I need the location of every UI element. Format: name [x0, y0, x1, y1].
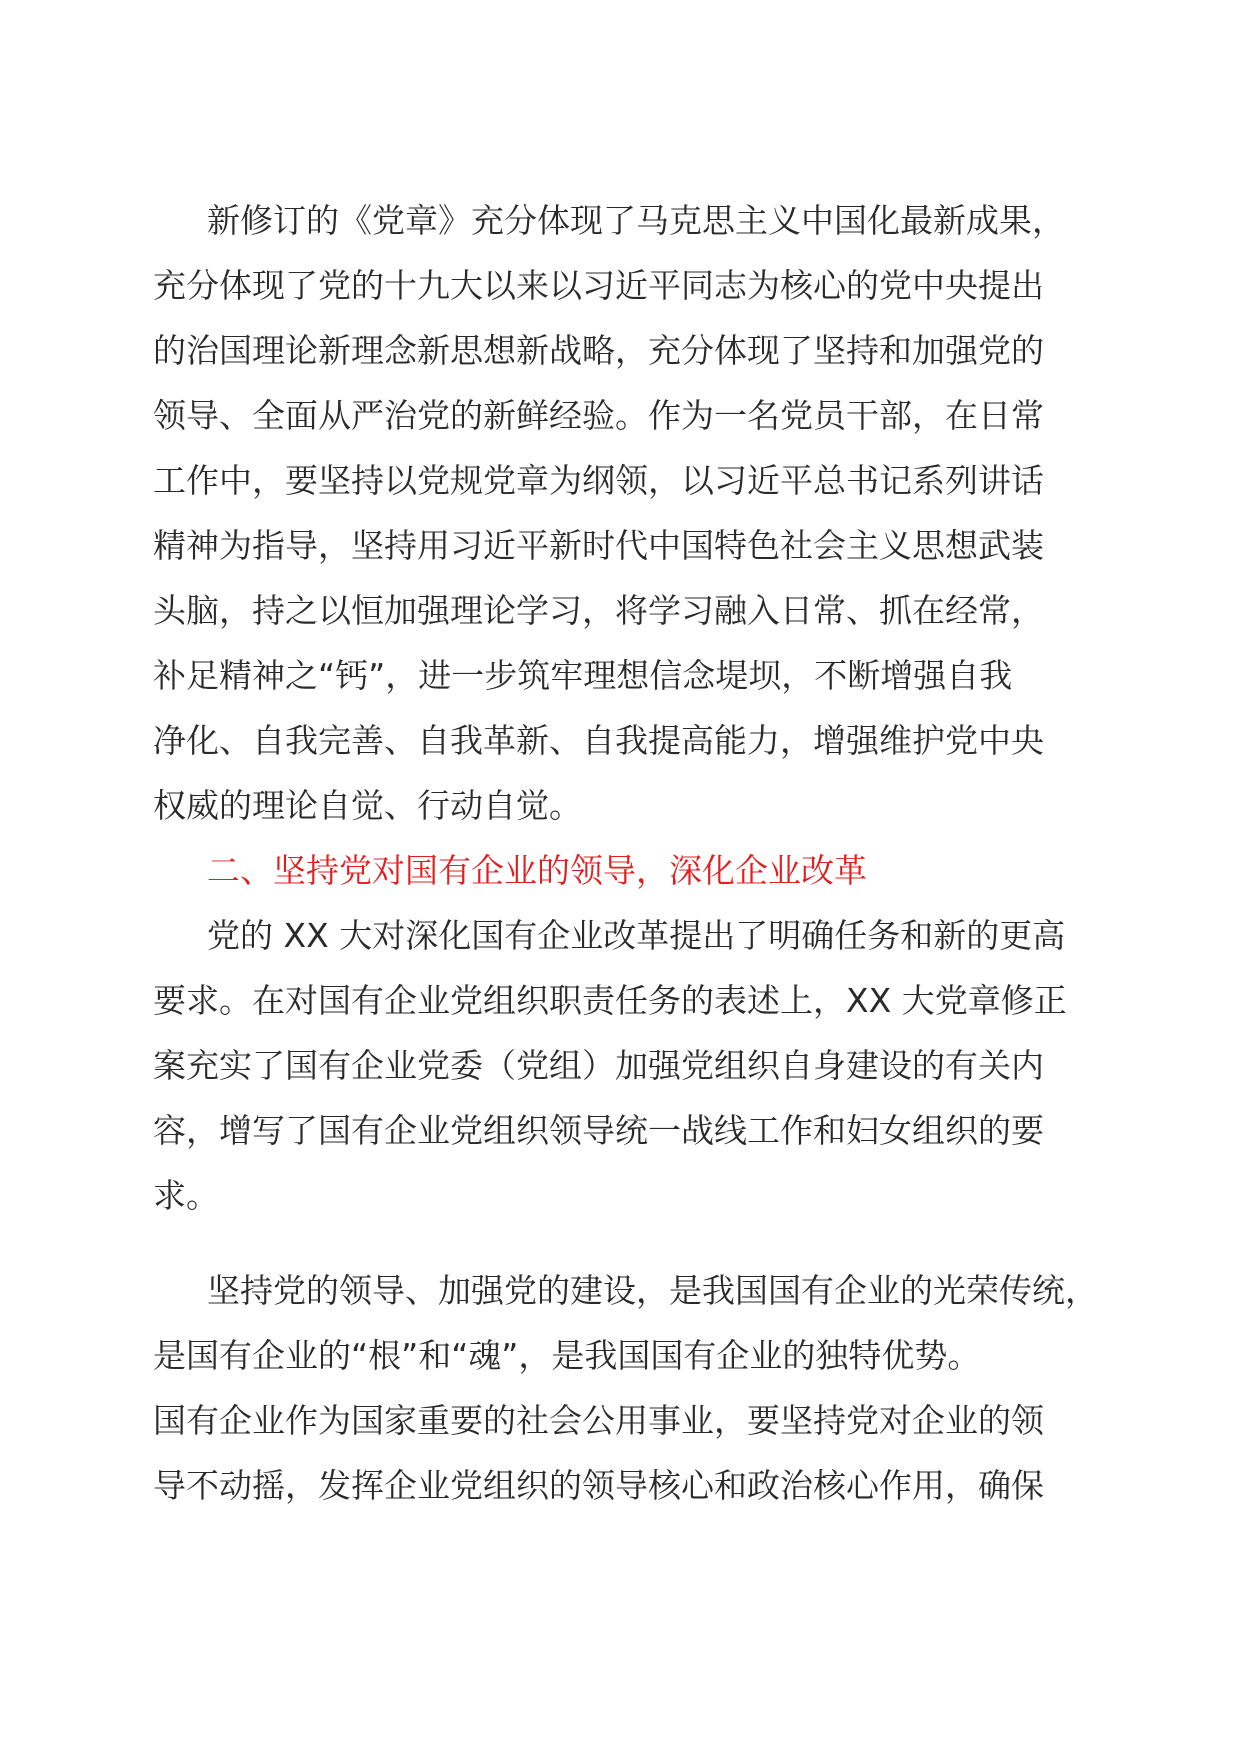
- paragraph-line: 充分体现了党的十九大以来以习近平同志为核心的党中央提出: [153, 266, 1044, 305]
- paragraph-line: 导不动摇，发挥企业党组织的领导核心和政治核心作用，确保: [153, 1466, 1044, 1505]
- paragraph-2: [153, 903, 1083, 1228]
- paragraph-line: 求。: [153, 1176, 219, 1215]
- paragraph-line: 权威的理论自觉、行动自觉。: [153, 786, 582, 825]
- paragraph-line: 党的 XX 大对深化国有企业改革提出了明确任务和新的更高: [207, 916, 1066, 955]
- paragraph-line: 是国有企业的“根”和“魂”，是我国国有企业的独特优势。: [153, 1336, 981, 1375]
- paragraph-line: 补足精神之“钙”，进一步筑牢理想信念堤坝，不断增强自我: [153, 656, 1013, 695]
- paragraph-line: 案充实了国有企业党委（党组）加强党组织自身建设的有关内: [153, 1046, 1044, 1085]
- paragraph-line: 净化、自我完善、自我革新、自我提高能力，增强维护党中央: [153, 721, 1044, 760]
- paragraph-3: [153, 1258, 1098, 1518]
- paragraph-line: 领导、全面从严治党的新鲜经验。作为一名党员干部，在日常: [153, 396, 1044, 435]
- paragraph-line: 的治国理论新理念新思想新战略，充分体现了坚持和加强党的: [153, 331, 1044, 370]
- paragraph-line: 容，增写了国有企业党组织领导统一战线工作和妇女组织的要: [153, 1111, 1044, 1150]
- paragraph-line: 工作中，要坚持以党规党章为纲领，以习近平总书记系列讲话: [153, 461, 1044, 500]
- paragraph-line: 坚持党的领导、加强党的建设，是我国国有企业的光荣传统，: [207, 1271, 1098, 1310]
- paragraph-line: 要求。在对国有企业党组织职责任务的表述上，XX 大党章修正: [153, 981, 1067, 1020]
- section-heading: [153, 838, 1083, 903]
- section-heading-text: 二、坚持党对国有企业的领导，深化企业改革: [207, 851, 867, 890]
- paragraph-line: 新修订的《党章》充分体现了马克思主义中国化最新成果，: [207, 201, 1065, 240]
- paragraph-line: 头脑，持之以恒加强理论学习，将学习融入日常、抓在经常，: [153, 591, 1044, 630]
- paragraph-1: [153, 188, 1083, 838]
- paragraph-line: 精神为指导，坚持用习近平新时代中国特色社会主义思想武装: [153, 526, 1044, 565]
- paragraph-line: 国有企业作为国家重要的社会公用事业，要坚持党对企业的领: [153, 1401, 1044, 1440]
